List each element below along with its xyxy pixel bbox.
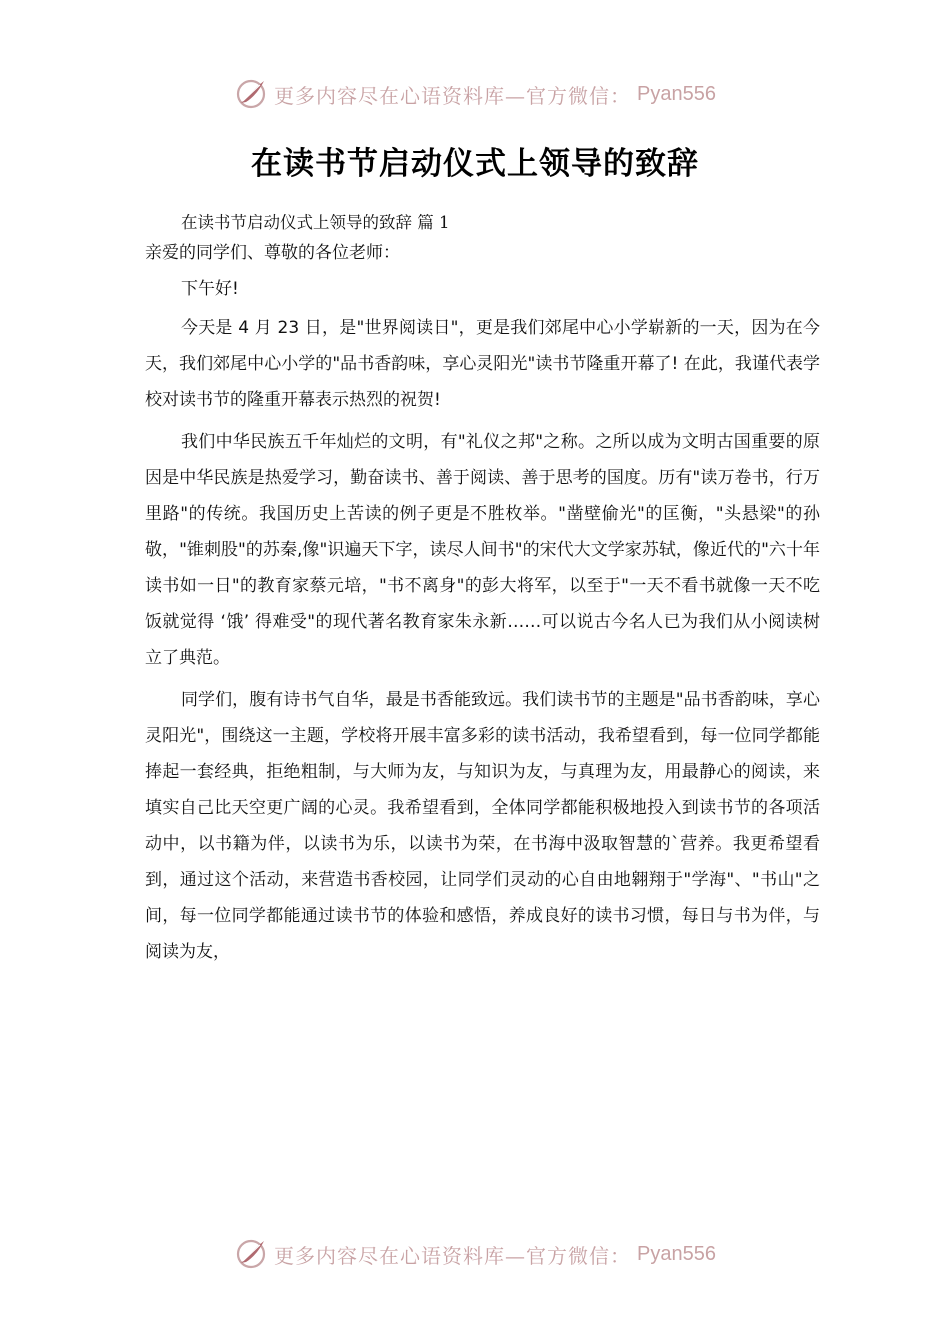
quill-circle-icon <box>234 1237 268 1271</box>
section-subtitle: 在读书节启动仪式上领导的致辞 篇 1 <box>181 213 450 232</box>
quill-circle-icon <box>234 77 268 111</box>
header-banner <box>0 72 950 116</box>
page-title: 在读书节启动仪式上领导的致辞 <box>251 146 699 182</box>
salutation: 亲爱的同学们、尊敬的各位老师： <box>145 243 400 263</box>
document-body <box>145 208 820 970</box>
paragraph: 今天是 4 月 23 日，是"世界阅读日"，更是我们郊尾中心小学崭新的一天，因为在今天，我们郊尾中心小学的"品书香韵味，享心灵阳光"读书节隆重开幕了! 在此，我谨代表学校对读书节的隆重开幕表示热烈的祝贺! <box>145 318 820 410</box>
banner-wechat-id: Pyan556 <box>637 82 716 105</box>
banner-wechat-id: Pyan556 <box>637 1242 716 1265</box>
footer-banner <box>0 1232 950 1276</box>
paragraph: 同学们，腹有诗书气自华，最是书香能致远。我们读书节的主题是"品书香韵味，享心灵阳光"，围绕这一主题，学校将开展丰富多彩的读书活动，我希望看到，每一位同学都能捧起一套经典，拒绝粗制，与大师为友，与知识为友，与真理为友，用最静心的阅读，来填实自己比天空更广阔的心灵。我希望看到，全体同学都能积极地投入到读书节的各项活动中，以书籍为伴，以读书为乐，以读书为荣，在书海中汲取智慧的`营养。我更希望看到，通过这个活动，来营造书香校园，让同学们灵动的心自由地翱翔于"学海"、"书山"之间，每一位同学都能通过读书节的体验和感悟，养成良好的读书习惯，每日与书为伴，与阅读为友， <box>145 690 820 962</box>
banner-text: 更多内容尽在心语资料库—官方微信： <box>274 83 632 108</box>
greeting: 下午好! <box>181 279 239 299</box>
paragraph: 我们中华民族五千年灿烂的文明，有"礼仪之邦"之称。之所以成为文明古国重要的原因是中华民族是热爱学习，勤奋读书、善于阅读、善于思考的国度。历有"读万卷书，行万里路"的传统。我国历史上苦读的例子更是不胜枚举。"凿壁偷光"的匡衡，"头悬梁"的孙敬，"锥刺股"的苏秦,像"识遍天下字，读尽人间书"的宋代大文学家苏轼，像近代的"六十年读书如一日"的教育家蔡元培，"书不离身"的彭大将军，以至于"一天不看书就像一天不吃饭就觉得 ‘饿’ 得难受"的现代著名教育家朱永新……可以说古今名人已为我们从小阅读树立了典范。 <box>145 432 820 668</box>
banner-text: 更多内容尽在心语资料库—官方微信： <box>274 1243 632 1268</box>
